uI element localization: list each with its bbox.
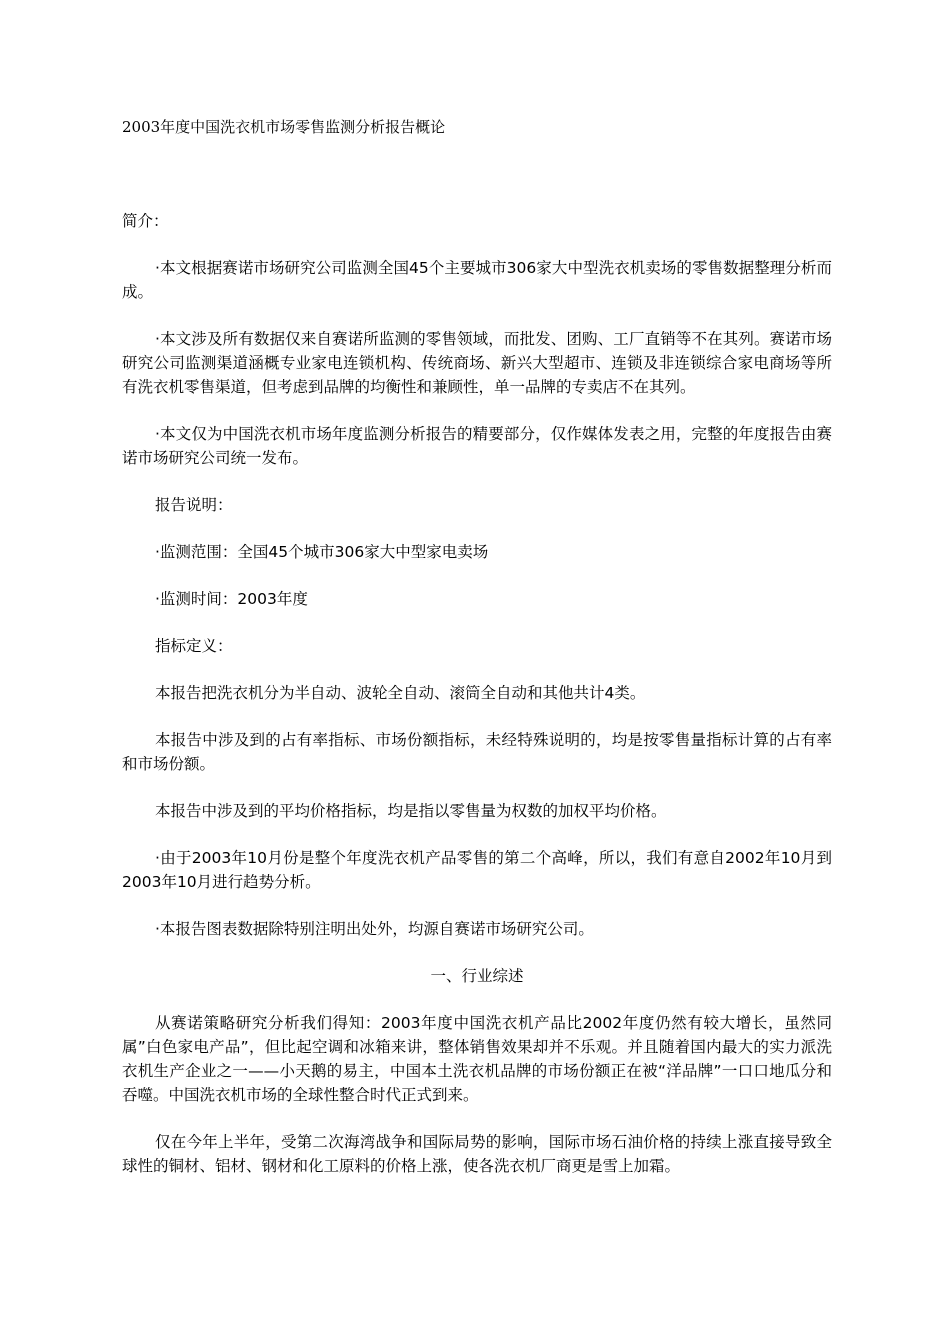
data-source-note: ·本报告图表数据除特别注明出处外，均源自赛诺市场研究公司。 [155, 920, 594, 938]
intro-paragraph-source: ·本文根据赛诺市场研究公司监测全国45个主要城市306家大中型洗衣机卖场的零售数据整理分析而成。 [122, 259, 832, 301]
definitions-heading: 指标定义： [155, 637, 233, 655]
intro-paragraph-scope: ·本文涉及所有数据仅来自赛诺所监测的零售领域，而批发、团购、工厂直销等不在其列。赛诺市场研究公司监测渠道涵概专业家电连锁机构、传统商场、新兴大型超市、连锁及非连锁综合家电商场等所有洗衣机零售渠道，但考虑到品牌的均衡性和兼顾性，单一品牌的专卖店不在其列。 [122, 330, 832, 396]
document-title: 2003年度中国洗衣机市场零售监测分析报告概论 [122, 118, 446, 136]
definition-average-price: 本报告中涉及到的平均价格指标，均是指以零售量为权数的加权平均价格。 [155, 802, 667, 820]
monitoring-period: ·监测时间：2003年度 [155, 590, 308, 608]
intro-heading: 简介： [122, 212, 169, 230]
section-heading-industry-overview: 一、行业综述 [430, 967, 524, 985]
overview-paragraph-1: 从赛诺策略研究分析我们得知：2003年度中国洗衣机产品比2002年度仍然有较大增长，虽然同属”白色家电产品”，但比起空调和冰箱来讲，整体销售效果却并不乐观。并且随着国内最大的实力派洗衣机生产企业之一——小天鹅的易主，中国本土洗衣机品牌的市场份额正在被“洋品牌”一口口地瓜分和吞噬。中国洗衣机市场的全球性整合时代正式到来。 [122, 1014, 832, 1104]
definition-share: 本报告中涉及到的占有率指标、市场份额指标，未经特殊说明的，均是按零售量指标计算的占有率和市场份额。 [122, 731, 832, 773]
monitoring-range: ·监测范围：全国45个城市306家大中型家电卖场 [155, 543, 489, 561]
overview-paragraph-2: 仅在今年上半年，受第二次海湾战争和国际局势的影响，国际市场石油价格的持续上涨直接导致全球性的铜材、铝材、钢材和化工原料的价格上涨，使各洗衣机厂商更是雪上加霜。 [122, 1133, 832, 1175]
report-notes-heading: 报告说明： [155, 496, 233, 514]
trend-analysis-note: ·由于2003年10月份是整个年度洗衣机产品零售的第二个高峰，所以，我们有意自2002年10月到2003年10月进行趋势分析。 [122, 849, 832, 891]
intro-paragraph-usage: ·本文仅为中国洗衣机市场年度监测分析报告的精要部分，仅作媒体发表之用，完整的年度报告由赛诺市场研究公司统一发布。 [122, 425, 832, 467]
definition-categories: 本报告把洗衣机分为半自动、波轮全自动、滚筒全自动和其他共计4类。 [155, 684, 646, 702]
document-body [122, 209, 832, 1201]
